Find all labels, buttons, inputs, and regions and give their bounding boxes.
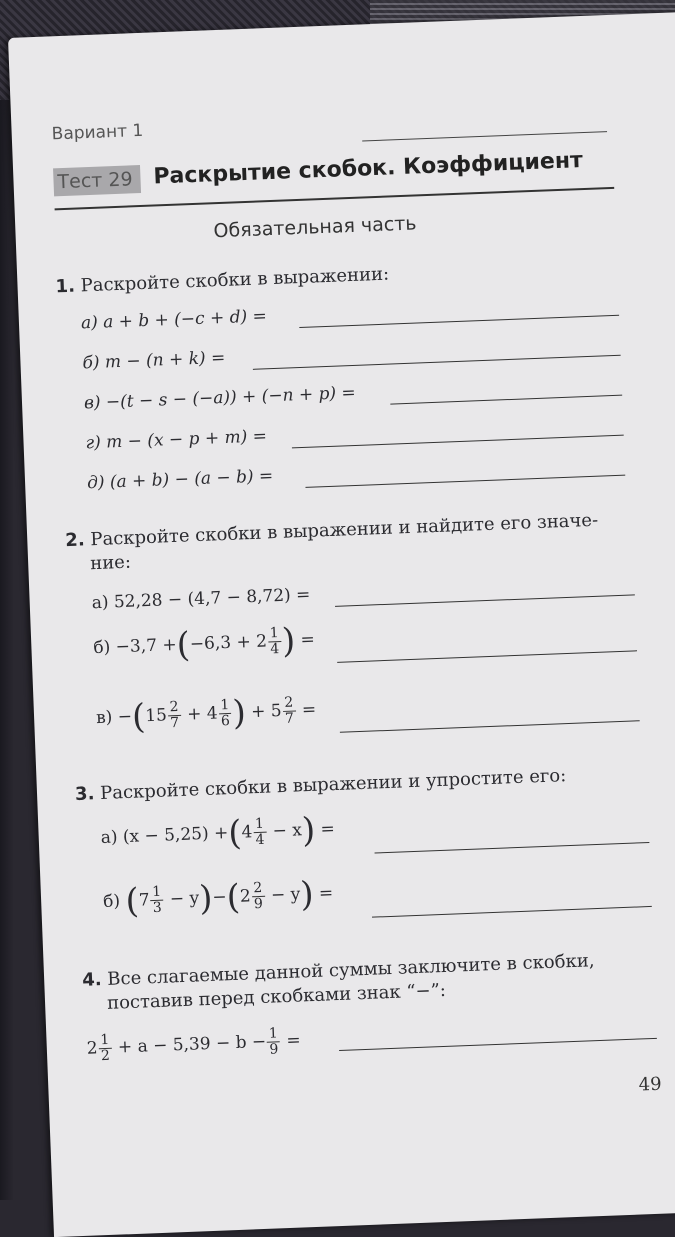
q4-expression: 2 $\frac{1}{2}$ + a − 5,39 − b − $\frac{1}{9}$ =	[86, 1025, 302, 1065]
answer-line[interactable]	[337, 650, 637, 663]
name-answer-line[interactable]	[362, 131, 607, 141]
q2-item-c: в) −(15 $\frac{2}{7}$ + 4 $\frac{1}{6}$ ) + 5 $\frac{2}{7}$ =	[95, 692, 317, 738]
answer-line[interactable]	[299, 315, 619, 328]
question-text: Раскройте скобки в выражении:	[80, 263, 390, 297]
question-text: Все слагаемые данной суммы заключите в скобки,	[106, 950, 595, 990]
q1-item-e: д) (a + b) − (a − b) =	[86, 466, 274, 494]
answer-line[interactable]	[292, 435, 624, 449]
question-number: 1.	[55, 275, 76, 298]
workbook-page	[8, 11, 675, 1237]
question-number: 2.	[64, 529, 86, 552]
q1-item-a: а) a + b + (−c + d) =	[80, 306, 268, 334]
question-text-cont: поставив перед скобками знак “−”:	[106, 979, 447, 1014]
q1-item-d: г) m − (x − p + m) =	[85, 426, 268, 454]
question-number: 4.	[81, 969, 102, 991]
q2-item-b: б) −3,7 +(−6,3 + 2 $\frac{1}{4}$ ) =	[93, 620, 316, 666]
answer-line[interactable]	[340, 720, 640, 733]
answer-line[interactable]	[335, 594, 635, 607]
answer-line[interactable]	[339, 1038, 657, 1051]
question-text: Раскройте скобки в выражении и найдите его значе-	[90, 509, 599, 551]
question-text: Раскройте скобки в выражении и упростите его:	[99, 765, 567, 805]
q3-item-a: а) (x − 5,25) +(4 $\frac{1}{4}$ − x) =	[100, 810, 336, 854]
variant-label: Вариант 1	[51, 120, 144, 145]
question-3	[75, 765, 567, 805]
q2-item-a: а) 52,28 − (4,7 − 8,72) =	[91, 584, 311, 614]
question-number: 3.	[74, 783, 95, 805]
answer-line[interactable]	[390, 395, 622, 405]
answer-line[interactable]	[375, 842, 650, 854]
page-edge-shadow	[0, 100, 14, 1200]
answer-line[interactable]	[372, 906, 652, 918]
answer-line[interactable]	[305, 475, 625, 488]
q1-item-c: в) −(t − s − (−a)) + (−n + p) =	[83, 382, 357, 414]
page-number: 49	[638, 1073, 662, 1096]
answer-line[interactable]	[253, 355, 621, 370]
q1-item-b: б) m − (n + k) =	[82, 347, 226, 374]
question-1	[55, 264, 389, 298]
page-title: Раскрытие скобок. Коэффициент	[152, 148, 584, 190]
test-badge: Тест 29	[53, 165, 141, 196]
q3-item-b: б) (7 $\frac{1}{3}$ − y)−(2 $\frac{2}{9}$ − y) =	[102, 874, 334, 922]
question-2	[65, 510, 599, 551]
question-text-cont: ние:	[89, 551, 132, 575]
section-subtitle: Обязательная часть	[213, 212, 417, 243]
